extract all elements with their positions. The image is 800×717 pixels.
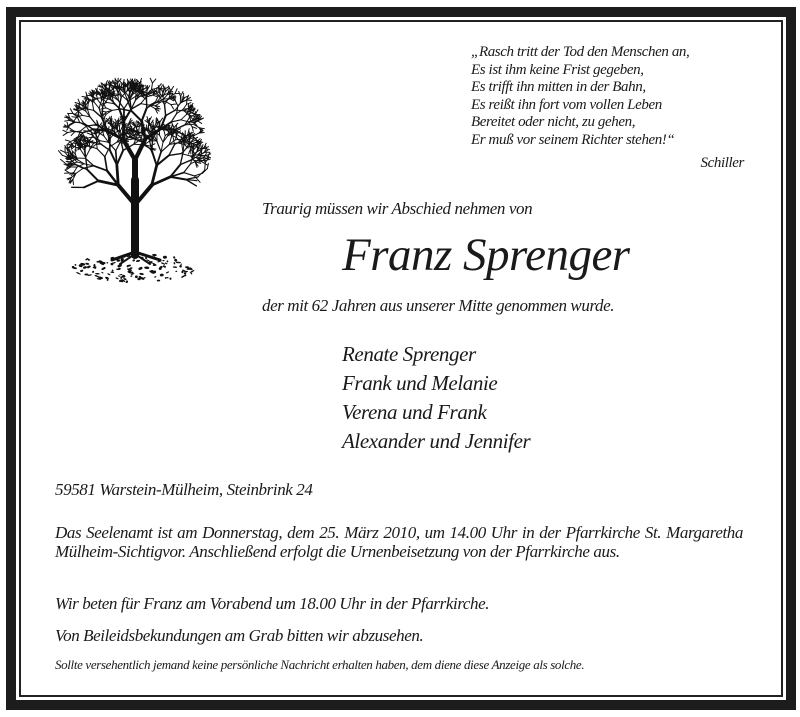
tree-branch: [60, 150, 65, 152]
tree-branch: [180, 153, 183, 165]
ground-speck: [115, 277, 119, 279]
tree-branch: [74, 167, 77, 172]
tree-branch: [117, 150, 123, 165]
ground-speck: [101, 267, 106, 271]
ground-speck: [173, 256, 176, 259]
tree-branch: [150, 78, 152, 83]
tree-branch: [175, 100, 178, 105]
footnote: Sollte versehentlich jemand keine persönliche Nachricht erhalten haben, dem diene diese Anzeige als solche.: [55, 657, 585, 672]
tree-branch: [132, 111, 142, 121]
ground-speck: [138, 266, 143, 270]
quote-line: Bereitet oder nicht, zu gehen,: [471, 114, 636, 130]
tree-branch: [71, 132, 74, 135]
address: 59581 Warstein-Mülheim, Steinbrink 24: [55, 480, 313, 499]
ground-speck: [106, 279, 109, 282]
subline-text: der mit 62 Jahren aus unserer Mitte genommen wurde.: [262, 296, 615, 315]
tree-branch: [164, 130, 165, 135]
tree-branch: [134, 144, 144, 145]
ground-speck: [189, 270, 194, 274]
tree-branch: [94, 102, 99, 108]
tree-branch: [65, 120, 70, 121]
tree-branch: [171, 86, 174, 90]
tree-branch: [61, 159, 67, 164]
ground-speck: [119, 274, 122, 275]
tree-branch: [207, 163, 208, 168]
ground-speck: [166, 260, 168, 262]
tree-branch: [70, 109, 73, 114]
tree-branch: [155, 106, 159, 107]
tree-branch: [169, 154, 181, 156]
ground-speck: [75, 264, 77, 266]
ground-speck: [86, 265, 91, 269]
ground-speck: [94, 275, 99, 278]
ground-speck: [166, 271, 170, 274]
ground-speck: [173, 262, 175, 265]
ground-speck: [80, 269, 84, 272]
ground-speck: [125, 280, 128, 283]
tree-branch: [90, 117, 96, 125]
ground-speck: [76, 272, 81, 275]
tree-branch: [157, 142, 161, 152]
ground-speck: [107, 273, 111, 276]
tree-branch: [175, 89, 177, 94]
tree-branch: [76, 168, 83, 173]
tree-branch: [184, 173, 195, 176]
prayer-info: Wir beten für Franz am Vorabend um 18.00 Uhr in der Pfarrkirche.: [55, 594, 490, 613]
ground-speck: [144, 266, 149, 269]
ground-speck: [152, 254, 157, 256]
tree-branch: [119, 122, 120, 126]
ground-speck: [83, 266, 88, 269]
mourner-name: Alexander und Jennifer: [342, 429, 531, 453]
tree-branch: [97, 149, 105, 157]
quote-line: „Rasch tritt der Tod den Menschen an,: [471, 44, 690, 60]
quote-line: Es trifft ihn mitten in der Bahn,: [471, 79, 646, 95]
tree-branch: [165, 105, 166, 116]
tree-branch: [202, 152, 207, 155]
tree-branch: [82, 97, 87, 98]
ground-speck: [180, 263, 182, 265]
ground-speck: [162, 260, 165, 261]
quote-author: Schiller: [700, 155, 744, 171]
service-info: Das Seelenamt ist am Donnerstag, dem 25. März 2010, um 14.00 Uhr in der Pfarrkirche St. Margaretha Mülheim-Sichtigvor. Anschließend erfolgt die Urnenbeisetzung von der Pfarrkirche aus.: [55, 523, 743, 561]
ground-speck: [84, 273, 88, 275]
tree-branch: [59, 151, 63, 156]
quote-line: Es ist ihm keine Frist gegeben,: [471, 62, 644, 78]
tree-branch: [74, 117, 77, 121]
ground-speck: [118, 267, 122, 270]
tree-branch: [142, 121, 143, 126]
tree-branch: [181, 114, 187, 119]
tree-branch: [77, 117, 79, 123]
ground-speck: [85, 262, 89, 265]
tree-branch: [72, 117, 77, 118]
ground-speck: [152, 257, 154, 259]
tree-branch: [106, 108, 112, 111]
ground-speck: [176, 262, 181, 264]
tree-branch: [101, 108, 106, 109]
tree-branch: [201, 161, 207, 165]
tree-branch: [73, 179, 74, 184]
tree-branch: [78, 147, 83, 148]
ground-speck: [157, 280, 160, 282]
tree-branch: [171, 105, 174, 109]
tree-branch: [170, 177, 186, 180]
tree-branch: [142, 108, 147, 121]
tree-branch: [64, 126, 69, 127]
ground-speck: [95, 273, 100, 275]
ground-speck: [136, 260, 140, 263]
ground-speck: [101, 272, 104, 274]
ground-speck: [162, 265, 166, 268]
tree-branch: [180, 92, 182, 97]
ground-speck: [154, 276, 157, 278]
tree-branch: [96, 134, 97, 140]
ground-speck: [110, 271, 114, 273]
ground-speck: [135, 275, 139, 278]
tree-branch: [184, 164, 191, 173]
tree-branch: [105, 157, 107, 171]
ground-speck: [173, 266, 178, 268]
tree-branch: [118, 78, 119, 83]
tree-branch: [188, 122, 193, 123]
tree-branch: [84, 181, 98, 187]
tree-branch: [141, 104, 150, 105]
tree-branch: [169, 144, 175, 155]
tree-branch: [141, 97, 147, 104]
ground-speck: [179, 265, 182, 268]
tree-branch: [83, 166, 94, 169]
mourner-name: Frank und Melanie: [342, 371, 498, 395]
tree-branch: [105, 122, 106, 127]
tree-illustration: [50, 40, 220, 290]
tree-branch: [115, 94, 122, 95]
tree-branch: [194, 173, 202, 176]
ground-speck: [105, 276, 109, 279]
condolences-note: Von Beileidsbekundungen am Grab bitten wir abzusehen.: [55, 626, 424, 645]
ground-speck: [130, 275, 132, 277]
ground-speck: [92, 270, 95, 273]
tree-branch: [136, 126, 142, 127]
ground-speck: [160, 273, 164, 276]
ground-speck: [174, 258, 178, 262]
tree-branch: [65, 140, 70, 142]
tree-branch: [110, 138, 111, 147]
tree-branch: [97, 140, 98, 149]
tree-branch: [171, 104, 176, 105]
ground-speck: [111, 269, 113, 271]
tree-branch: [63, 133, 67, 136]
tree-branch: [166, 110, 176, 116]
mourner-name: Verena und Frank: [342, 400, 487, 424]
tree-branch: [160, 135, 163, 142]
tree-branch: [86, 149, 90, 158]
tree-branch: [87, 170, 98, 181]
tree-branch: [93, 125, 99, 126]
mourner-name: Renate Sprenger: [342, 342, 476, 366]
tree-branch: [152, 150, 157, 165]
tree-branch: [177, 135, 181, 138]
ground-speck: [132, 259, 135, 262]
ground-speck: [118, 275, 120, 277]
ground-speck: [106, 262, 108, 264]
deceased-name: Franz Sprenger: [342, 229, 630, 281]
quote-line: Er muß vor seinem Richter stehen!“: [471, 132, 675, 148]
tree-branch: [144, 92, 148, 93]
tree-branch: [205, 163, 206, 170]
intro-text: Traurig müssen wir Abschied nehmen von: [262, 199, 533, 218]
tree-branch: [152, 79, 155, 83]
tree-branch: [94, 166, 107, 171]
ground-speck: [139, 273, 144, 276]
ground-speck: [190, 273, 192, 275]
ground-speck: [169, 277, 172, 280]
quote-line: Es reißt ihn fort vom vollen Leben: [471, 97, 662, 113]
ground-speck: [161, 262, 166, 265]
tree-branch: [116, 151, 117, 165]
tree-branch: [92, 102, 93, 111]
ground-speck: [175, 271, 177, 273]
